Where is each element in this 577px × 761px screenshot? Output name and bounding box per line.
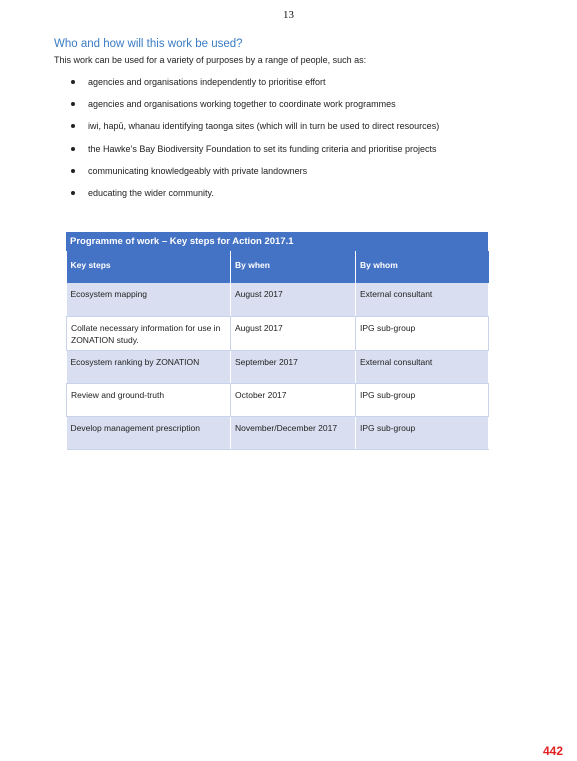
table-cell: IPG sub-group (356, 383, 489, 416)
table-cell: External consultant (356, 350, 489, 383)
table-header-row (67, 251, 489, 283)
table-row (67, 416, 489, 449)
table-row (67, 283, 489, 316)
table-cell: October 2017 (231, 383, 356, 416)
section-heading: Who and how will this work be used? (54, 38, 243, 50)
column-header-key-steps: Key steps (67, 251, 231, 283)
intro-paragraph: This work can be used for a variety of purposes by a range of people, such as: (54, 55, 367, 65)
bullet-item: agencies and organisations working together to coordinate work programmes (54, 98, 439, 120)
table-cell: September 2017 (231, 350, 356, 383)
column-header-by-when: By when (231, 251, 356, 283)
bullet-item: agencies and organisations independently to prioritise effort (54, 76, 439, 98)
table-cell: November/December 2017 (231, 416, 356, 449)
bullet-item: educating the wider community. (54, 187, 439, 209)
purpose-bullet-list (54, 76, 439, 209)
table-cell: August 2017 (231, 316, 356, 350)
table-row (67, 350, 489, 383)
page-number: 13 (283, 9, 294, 21)
bullet-item: communicating knowledgeably with private landowners (54, 165, 439, 187)
programme-table (66, 232, 488, 450)
document-page-number: 442 (542, 744, 563, 758)
table-cell: Ecosystem ranking by ZONATION (67, 350, 231, 383)
bullet-item: the Hawke’s Bay Biodiversity Foundation to set its funding criteria and prioritise projects (54, 143, 439, 165)
table-cell: Collate necessary information for use in ZONATION study. (67, 316, 231, 350)
table-title: Programme of work – Key steps for Action 2017.1 (66, 232, 488, 251)
table-cell: IPG sub-group (356, 416, 489, 449)
bullet-item: iwi, hapū, whanau identifying taonga sites (which will in turn be used to direct resources) (54, 120, 439, 142)
table-cell: Develop management prescription (67, 416, 231, 449)
column-header-by-whom: By whom (356, 251, 489, 283)
table-cell: External consultant (356, 283, 489, 316)
table-cell: Ecosystem mapping (67, 283, 231, 316)
table-cell: Review and ground-truth (67, 383, 231, 416)
table-row (67, 316, 489, 350)
table-cell: IPG sub-group (356, 316, 489, 350)
table-row (67, 383, 489, 416)
table-cell: August 2017 (231, 283, 356, 316)
